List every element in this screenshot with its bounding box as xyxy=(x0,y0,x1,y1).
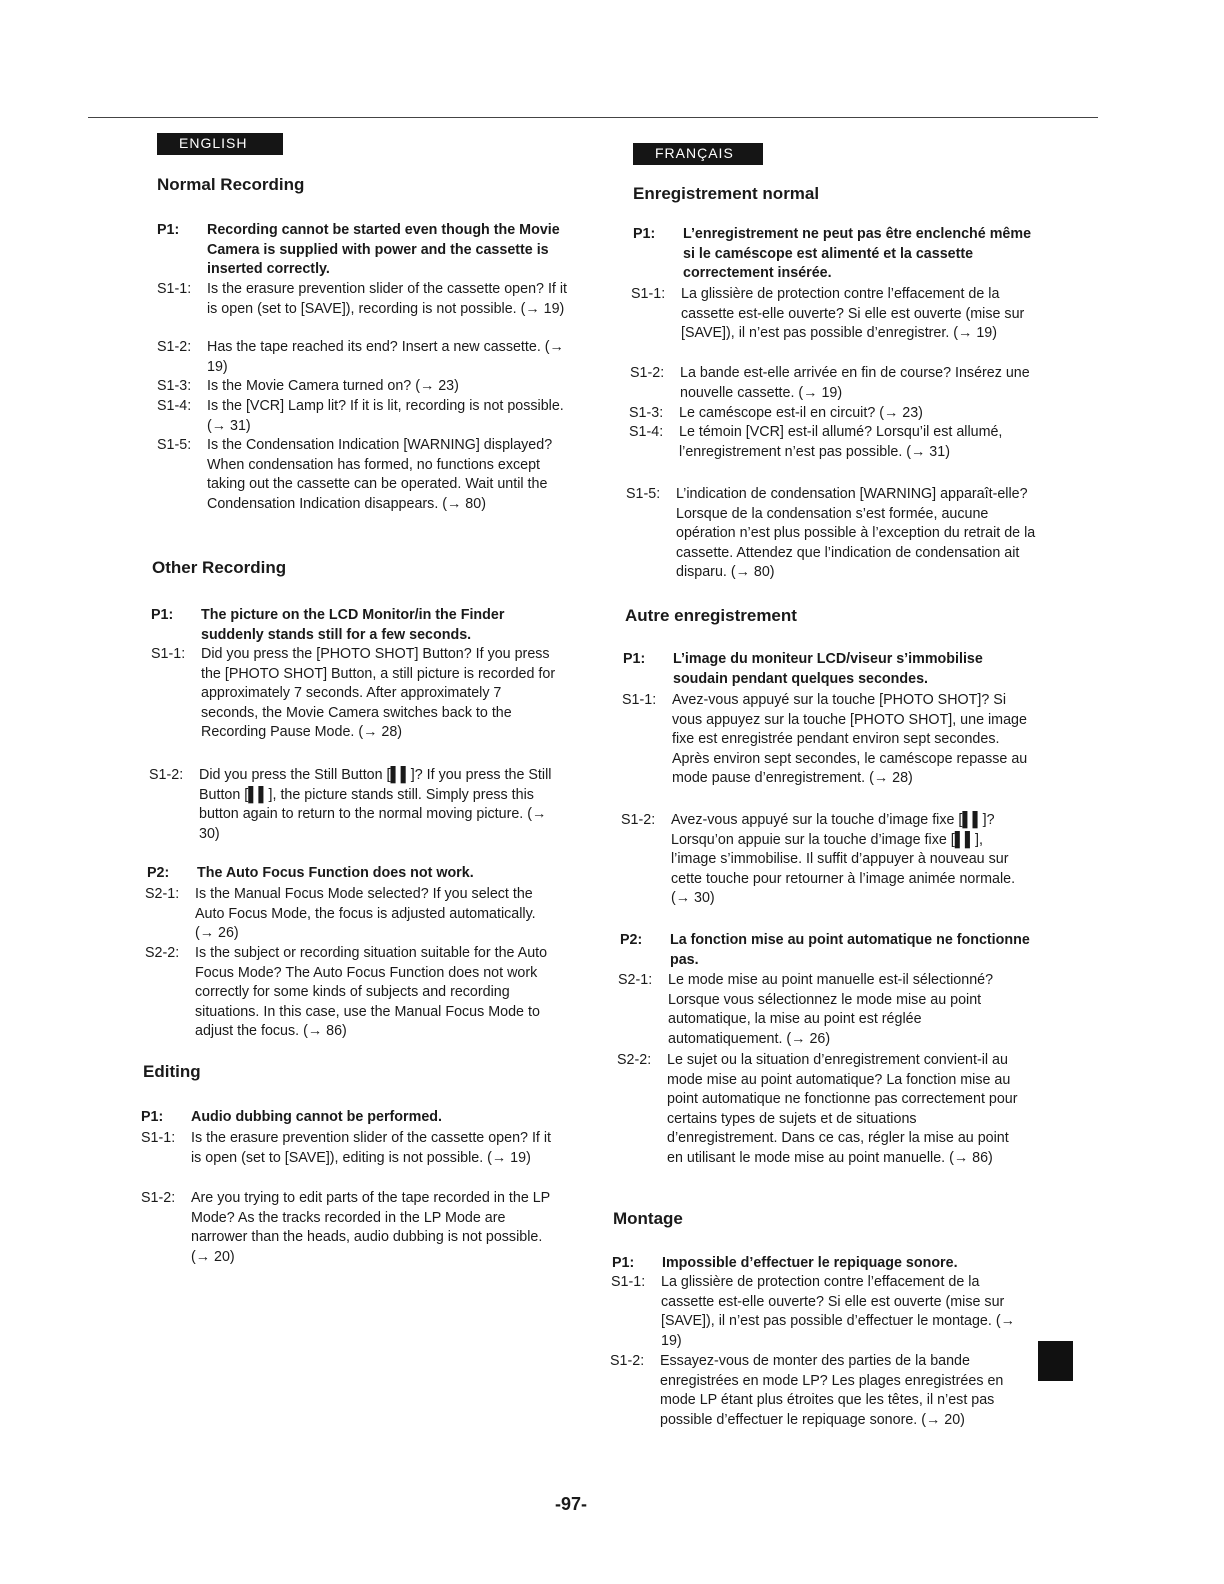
item-text: Are you trying to edit parts of the tape recorded in the LP Mode? As the tracks recorded in the LP Mode are narrower than the heads, audio dubbing is not possible. (→ 20) xyxy=(191,1190,550,1265)
item-code: S2-1: xyxy=(145,886,180,902)
item-text: Le sujet ou la situation d’enregistrement convient-il au mode mise au point automatique? La fonction mise au point automatique ne fonctionne pas correctement pour certains types de sujets et de situations d’enregistrement. Dans ce cas, régler la mise au point en utilisant le mode mise au point manuelle. (→ 86) xyxy=(667,1052,1018,1166)
item-text: L’indication de condensation [WARNING] apparaît-elle? Lorsque de la condensation s’est formée, aucune opération n’est plus possible à l’exception du retrait de la cassette. Attendez que l’indication de condensation ait disparu. (→ 80) xyxy=(676,486,1036,580)
en-normal-s1-5 xyxy=(157,436,567,514)
en-other-s1-2 xyxy=(149,766,559,844)
fr-montage-p1 xyxy=(612,1254,1022,1274)
item-code: S1-3: xyxy=(157,378,192,394)
item-code: P1: xyxy=(151,607,174,623)
item-code: S1-5: xyxy=(626,486,661,502)
item-text: La bande est-elle arrivée en fin de course? Insérez une nouvelle cassette. (→ 19) xyxy=(680,365,1030,401)
fr-autre-p2 xyxy=(620,931,1030,970)
item-code: P1: xyxy=(612,1255,635,1271)
item-text: The Auto Focus Function does not work. xyxy=(197,865,474,881)
item-code: P1: xyxy=(633,226,656,242)
en-normal-s1-2 xyxy=(157,338,567,377)
item-code: S1-3: xyxy=(629,405,664,421)
en-editing-p1 xyxy=(141,1108,551,1128)
item-code: P1: xyxy=(141,1109,164,1125)
item-code: S1-2: xyxy=(141,1190,176,1206)
fr-autre-p1 xyxy=(623,650,1033,689)
item-code: P1: xyxy=(157,222,180,238)
item-code: S2-2: xyxy=(145,945,180,961)
item-text: Avez-vous appuyé sur la touche [PHOTO SHOT]? Si vous appuyez sur la touche [PHOTO SHOT], une image fixe est enregistrée pendant environ sept secondes. Après environ sept secondes, le caméscope repasse au mode pause d’enregistrement. (→ 28) xyxy=(672,692,1028,786)
item-text: Is the erasure prevention slider of the cassette open? If it is open (set to [SAVE]), recording is not possible. (→ 19) xyxy=(207,281,568,317)
item-text: Is the subject or recording situation suitable for the Auto Focus Mode? The Auto Focus Function does not work correctly for some kinds of subjects and recording situations. In this case, use the Manual Focus Mode to adjust the focus. (→ 86) xyxy=(195,945,548,1039)
item-text: Did you press the Still Button [▌▌]? If you press the Still Button [▌▌], the picture stands still. Simply press this button again to return to the normal moving picture. (→ 30) xyxy=(199,767,552,842)
item-text: Is the erasure prevention slider of the cassette open? If it is open (set to [SAVE]), editing is not possible. (→ 19) xyxy=(191,1130,552,1166)
item-code: S1-1: xyxy=(151,646,186,662)
item-text: La glissière de protection contre l’effacement de la cassette est-elle ouverte? Si elle est ouverte (mise sur [SAVE]), il n’est pas possible d’enregistrer. (→ 19) xyxy=(681,286,1025,341)
item-code: P2: xyxy=(147,865,170,881)
item-text: Impossible d’effectuer le repiquage sonore. xyxy=(662,1255,958,1271)
item-text: Is the [VCR] Lamp lit? If it is lit, recording is not possible. (→ 31) xyxy=(207,398,564,434)
fr-normal-s1-1 xyxy=(631,285,1041,344)
en-normal-s1-1 xyxy=(157,280,567,319)
item-text: Le témoin [VCR] est-il allumé? Lorsqu’il est allumé, l’enregistrement n’est pas possible. (→ 31) xyxy=(679,424,1003,460)
item-text: La glissière de protection contre l’effacement de la cassette est-elle ouverte? Si elle est ouverte (mise sur [SAVE]), il n’est pas possible d’effectuer le montage. (→ 19) xyxy=(661,1274,1015,1349)
top-rule xyxy=(88,117,1098,118)
section-title-other-recording: Other Recording xyxy=(152,558,287,577)
item-code: S1-2: xyxy=(610,1353,645,1369)
item-text: Audio dubbing cannot be performed. xyxy=(191,1109,442,1125)
item-code: S1-1: xyxy=(631,286,666,302)
item-code: S2-2: xyxy=(617,1052,652,1068)
en-normal-p1 xyxy=(157,221,567,280)
en-normal-s1-3 xyxy=(157,377,567,397)
item-code: S1-2: xyxy=(630,365,665,381)
fr-normal-s1-3 xyxy=(629,404,1039,424)
item-code: S1-1: xyxy=(157,281,192,297)
item-code: P1: xyxy=(623,651,646,667)
item-code: S1-2: xyxy=(621,812,656,828)
fr-normal-s1-2 xyxy=(630,364,1040,403)
fr-normal-s1-5 xyxy=(626,485,1036,583)
en-other-s1-1 xyxy=(151,645,561,743)
fr-montage-s1-2 xyxy=(610,1352,1020,1430)
en-normal-s1-4 xyxy=(157,397,567,436)
item-text: The picture on the LCD Monitor/in the Finder suddenly stands still for a few seconds. xyxy=(201,607,505,643)
section-title-editing: Editing xyxy=(143,1062,201,1081)
fr-autre-s1-1 xyxy=(622,691,1032,789)
french-language-label: FRANÇAIS xyxy=(633,143,763,165)
section-title-enregistrement-normal: Enregistrement normal xyxy=(633,184,820,203)
en-other-p2 xyxy=(147,864,557,884)
item-code: S1-5: xyxy=(157,437,192,453)
item-code: S1-1: xyxy=(611,1274,646,1290)
fr-normal-s1-4 xyxy=(629,423,1039,462)
page-number: -97- xyxy=(555,1494,588,1514)
item-text: Le caméscope est-il en circuit? (→ 23) xyxy=(679,405,923,421)
item-code: S1-1: xyxy=(622,692,657,708)
item-code: S2-1: xyxy=(618,972,653,988)
item-code: S1-2: xyxy=(149,767,184,783)
item-code: P2: xyxy=(620,932,643,948)
english-language-label: ENGLISH xyxy=(157,133,283,155)
item-text: Did you press the [PHOTO SHOT] Button? If you press the [PHOTO SHOT] Button, a still picture is recorded for approximately 7 seconds. After approximately 7 seconds, the Movie Camera switches back to the Recording Pause Mode. (→ 28) xyxy=(201,646,556,740)
page-edge-tab-marker xyxy=(1038,1341,1073,1381)
item-code: S1-1: xyxy=(141,1130,176,1146)
item-text: Is the Movie Camera turned on? (→ 23) xyxy=(207,378,459,394)
item-text: La fonction mise au point automatique ne fonctionne pas. xyxy=(670,932,1030,968)
en-other-p1 xyxy=(151,606,561,645)
section-title-autre-enregistrement: Autre enregistrement xyxy=(625,606,797,625)
item-code: S1-2: xyxy=(157,339,192,355)
item-text: L’enregistrement ne peut pas être enclenché même si le caméscope est alimenté et la cassette correctement insérée. xyxy=(683,226,1032,281)
en-editing-s1-1 xyxy=(141,1129,551,1168)
item-text: L’image du moniteur LCD/viseur s’immobilise soudain pendant quelques secondes. xyxy=(673,651,983,687)
fr-autre-s2-2 xyxy=(617,1051,1027,1168)
item-text: Is the Condensation Indication [WARNING] displayed? When condensation has formed, no functions except taking out the cassette can be operated. Wait until the Condensation Indication disappears. (→ 80) xyxy=(207,437,553,512)
item-code: S1-4: xyxy=(629,424,664,440)
en-other-s2-2 xyxy=(145,944,555,1042)
item-code: S1-4: xyxy=(157,398,192,414)
item-text: Essayez-vous de monter des parties de la bande enregistrées en mode LP? Les plages enregistrées en mode LP étant plus étroites que les têtes, il n’est pas possible d’effectuer le repiquage sonore. (→ 20) xyxy=(660,1353,1004,1428)
item-text: Recording cannot be started even though the Movie Camera is supplied with power and the cassette is inserted correctly. xyxy=(207,222,560,277)
fr-autre-s2-1 xyxy=(618,971,1028,1049)
en-editing-s1-2 xyxy=(141,1189,551,1267)
section-title-normal-recording: Normal Recording xyxy=(157,175,305,194)
item-text: Is the Manual Focus Mode selected? If you select the Auto Focus Mode, the focus is adjusted automatically. (→ 26) xyxy=(195,886,536,941)
fr-montage-s1-1 xyxy=(611,1273,1021,1351)
section-title-montage: Montage xyxy=(613,1209,683,1228)
item-text: Le mode mise au point manuelle est-il sélectionné? Lorsque vous sélectionnez le mode mise au point automatique, la mise au point est réglée automatiquement. (→ 26) xyxy=(668,972,994,1047)
fr-autre-s1-2 xyxy=(621,811,1031,909)
en-other-s2-1 xyxy=(145,885,555,944)
item-text: Has the tape reached its end? Insert a new cassette. (→ 19) xyxy=(207,339,564,375)
fr-normal-p1 xyxy=(633,225,1043,284)
item-text: Avez-vous appuyé sur la touche d’image fixe [▌▌]? Lorsqu’on appuie sur la touche d’image fixe [▌▌], l’image s’immobilise. Il suffit d’appuyer à nouveau sur cette touche pour retourner à l’image animée normale. (→ 30) xyxy=(671,812,1016,906)
